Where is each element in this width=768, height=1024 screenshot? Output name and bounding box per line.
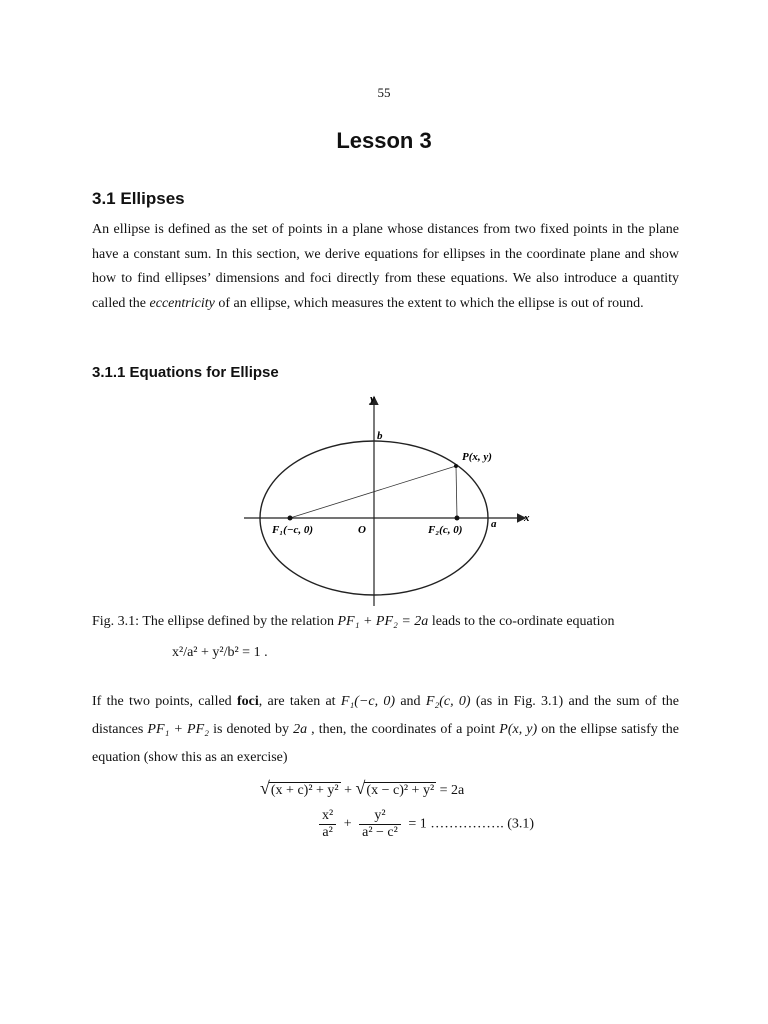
x-axis-label: x [524,512,530,524]
focus-1-label: F₁(−c, 0) [272,524,314,536]
foci-paragraph [92,688,679,772]
point-p-dot [454,464,458,468]
point-p-coord: P(x, y) [499,722,538,737]
focus-2-dot [455,516,460,521]
intro-text-2: of an ellipse, which measures the extent to which the ellipse is out of round. [214,295,644,311]
lesson-title: Lesson 3 [336,128,432,153]
b-label: b [377,430,383,442]
radicand-2: (x − c)² + y² [366,783,435,798]
caption-prefix: Fig. 3.1: The ellipse defined by the relation [92,614,338,629]
fraction-y [359,808,401,841]
caption-equation: x²/a² + y²/b² = 1 . [172,645,268,660]
focus-2-label: F₂(c, 0) [428,524,463,536]
focus-1-dot [288,516,293,521]
foci-text-3: and [395,694,426,709]
section-heading: 3.1 Ellipses [92,189,185,208]
foci-text-5: is denoted by [209,722,294,737]
distance-equation [260,778,464,799]
point-p-label: P(x, y) [462,451,492,463]
origin-label: O [358,524,366,536]
figure-caption [92,612,679,632]
foci-text-4: (as in Fig. 3.1) and the sum of the distances [92,694,679,737]
eq1-rhs: = 2a [439,783,465,798]
denominator-a: a² [322,825,333,840]
focus-2-coord: F₂(c, 0) [425,694,471,709]
subsection-heading: 3.1.1 Equations for Ellipse [92,364,279,381]
foci-text-2: , are taken at [258,694,341,709]
page-number: 55 [377,85,391,100]
intro-text-1: An ellipse is defined as the set of points in a plane whose distances from two fixed points in the plane have a constant sum. In this section, we derive equations for ellipses in the coordinate plane and show how to find ellipses’ dimensions and foci directly from these equations. We also introduce a quantity called the [92,222,679,311]
plus-sign: + [343,816,352,832]
foci-text-6: , then, the coordinates of a point [307,722,500,737]
numerator-x: x² [319,808,336,825]
foci-text-7: on the ellipse satisfy the equation (show this as an exercise) [92,722,679,765]
caption-suffix: leads to the co-ordinate equation [428,614,615,629]
ellipse-figure [236,390,536,608]
radical-sign: √ [355,778,366,798]
a-label: a [491,518,497,530]
eccentricity-term: eccentricity [149,295,215,311]
segment-pf1 [290,466,456,518]
foci-term: foci [236,694,259,709]
intro-paragraph [92,218,679,316]
eq2-rhs: = 1 ……………. (3.1) [408,816,535,832]
segment-pf2 [456,466,457,518]
radical-sign: √ [260,778,270,798]
two-a: 2a [293,722,308,737]
numerator-y: y² [359,808,401,825]
caption-relation: PF₁ + PF₂ = 2a [337,614,429,629]
ellipse-equation [315,808,534,841]
plus-sign: + [344,783,353,798]
radicand-1: (x + c)² + y² [270,783,339,798]
denominator-a-minus-c: a² − c² [362,825,398,840]
focus-1-coord: F₁(−c, 0) [340,694,396,709]
y-axis-label: y [370,393,375,405]
foci-text-1: If the two points, called [92,694,237,709]
fraction-x [319,808,336,841]
distance-sum: PF₁ + PF₂ [147,722,210,737]
